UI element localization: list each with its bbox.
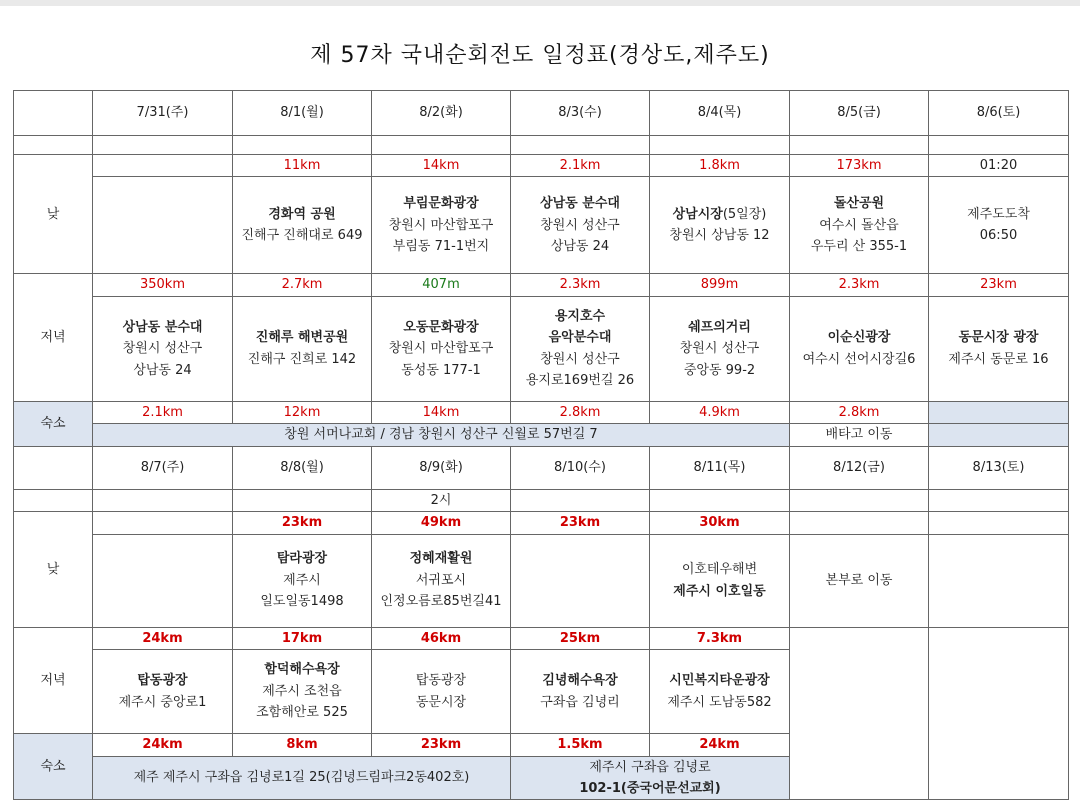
schedule-table xyxy=(13,90,1069,800)
place-cell xyxy=(93,177,233,274)
date-cell: 8/11(목) xyxy=(650,446,790,489)
place-cell: 제주도도착 06:50 xyxy=(929,177,1069,274)
distance-cell: 24km xyxy=(650,734,790,756)
date-cell: 8/10(수) xyxy=(511,446,650,489)
week2-date-row xyxy=(14,446,1069,489)
place-cell: 시민복지타운광장 제주시 도남동582 xyxy=(650,650,790,734)
distance-cell: 24km xyxy=(93,627,233,649)
distance-cell: 2.7km xyxy=(233,274,372,296)
lodging-label: 숙소 xyxy=(14,401,93,446)
date-cell: 7/31(주) xyxy=(93,91,233,136)
distance-cell: 23km xyxy=(233,512,372,534)
week2-day-place-row xyxy=(14,534,1069,627)
place-cell: 김녕해수욕장 구좌읍 김녕리 xyxy=(511,650,650,734)
place-cell: 본부로 이동 xyxy=(790,534,929,627)
distance-cell: 25km xyxy=(511,627,650,649)
distance-cell xyxy=(93,512,233,534)
date-cell: 8/9(화) xyxy=(372,446,511,489)
place-cell: 동문시장 광장 제주시 동문로 16 xyxy=(929,296,1069,401)
distance-cell: 24km xyxy=(93,734,233,756)
lodging-address-2: 제주시 구좌읍 김녕로 102-1(중국어문선교회) xyxy=(511,756,790,800)
corner-cell xyxy=(14,91,93,136)
distance-cell: 407m xyxy=(372,274,511,296)
distance-cell: 14km xyxy=(372,155,511,177)
week1-day-dist-row xyxy=(14,155,1069,177)
date-cell: 8/1(월) xyxy=(233,91,372,136)
place-cell: 이순신광장 여수시 선어시장길6 xyxy=(790,296,929,401)
place-cell: 돌산공원 여수시 돌산읍 우두리 산 355-1 xyxy=(790,177,929,274)
date-cell: 8/12(금) xyxy=(790,446,929,489)
place-cell xyxy=(511,534,650,627)
place-cell: 용지호수 음악분수대 창원시 성산구 용지로169번길 26 xyxy=(511,296,650,401)
week1-day-place-row xyxy=(14,177,1069,274)
distance-cell: 30km xyxy=(650,512,790,534)
place-cell: 정혜재활원 서귀포시 인정오름로85번길41 xyxy=(372,534,511,627)
distance-cell: 14km xyxy=(372,401,511,423)
week1-lodge-row xyxy=(14,424,1069,446)
week1-blank-row xyxy=(14,136,1069,155)
lodging-label: 숙소 xyxy=(14,734,93,800)
date-cell: 8/3(수) xyxy=(511,91,650,136)
distance-cell: 1.8km xyxy=(650,155,790,177)
date-cell: 8/6(토) xyxy=(929,91,1069,136)
distance-cell: 17km xyxy=(233,627,372,649)
place-cell xyxy=(929,534,1069,627)
top-bar xyxy=(0,0,1080,6)
distance-cell: 23km xyxy=(372,734,511,756)
distance-cell: 7.3km xyxy=(650,627,790,649)
date-cell: 8/8(월) xyxy=(233,446,372,489)
distance-cell: 350km xyxy=(93,274,233,296)
place-cell: 탑동광장 제주시 중앙로1 xyxy=(93,650,233,734)
distance-cell: 1.5km xyxy=(511,734,650,756)
place-cell: 경화역 공원 진해구 진해대로 649 xyxy=(233,177,372,274)
place-cell xyxy=(93,534,233,627)
time-note: 2시 xyxy=(372,489,511,511)
place-cell: 탑동광장 동문시장 xyxy=(372,650,511,734)
place-cell: 상남동 분수대 창원시 성산구 상남동 24 xyxy=(511,177,650,274)
lodging-address: 제주 제주시 구좌읍 김녕로1길 25(김녕드림파크2동402호) xyxy=(93,756,511,800)
date-cell: 8/2(화) xyxy=(372,91,511,136)
distance-cell: 2.8km xyxy=(790,401,929,423)
distance-cell: 12km xyxy=(233,401,372,423)
evening-label: 저녁 xyxy=(14,627,93,733)
distance-cell: 2.8km xyxy=(511,401,650,423)
place-cell: 상남동 분수대 창원시 성산구 상남동 24 xyxy=(93,296,233,401)
evening-label: 저녁 xyxy=(14,274,93,401)
week2-day-dist-row xyxy=(14,512,1069,534)
lodging-address: 창원 서머나교회 / 경남 창원시 성산구 신월로 57번길 7 xyxy=(93,424,790,446)
place-cell: 진해루 해변공원 진해구 진희로 142 xyxy=(233,296,372,401)
corner-cell xyxy=(14,446,93,489)
date-cell: 8/5(금) xyxy=(790,91,929,136)
distance-cell xyxy=(929,401,1069,423)
arrival-time-cell: 01:20 xyxy=(929,155,1069,177)
distance-cell xyxy=(93,155,233,177)
week1-lodge-dist-row xyxy=(14,401,1069,423)
distance-cell: 899m xyxy=(650,274,790,296)
distance-cell: 46km xyxy=(372,627,511,649)
date-cell: 8/13(토) xyxy=(929,446,1069,489)
distance-cell: 8km xyxy=(233,734,372,756)
week2-note-row xyxy=(14,489,1069,511)
distance-cell: 23km xyxy=(929,274,1069,296)
distance-cell: 2.1km xyxy=(93,401,233,423)
place-cell: 부림문화광장 창원시 마산합포구 부림동 71-1번지 xyxy=(372,177,511,274)
week1-date-row xyxy=(14,91,1069,136)
date-cell: 8/4(목) xyxy=(650,91,790,136)
day-label: 낮 xyxy=(14,155,93,274)
page-title: 제 57차 국내순회전도 일정표(경상도,제주도) xyxy=(310,43,770,68)
distance-cell: 173km xyxy=(790,155,929,177)
place-cell: 함덕해수욕장 제주시 조천읍 조함해안로 525 xyxy=(233,650,372,734)
week1-eve-place-row xyxy=(14,296,1069,401)
distance-cell: 2.3km xyxy=(790,274,929,296)
lodging-note: 배타고 이동 xyxy=(790,424,929,446)
place-cell: 상남시장(5일장) 창원시 상남동 12 xyxy=(650,177,790,274)
week1-eve-dist-row xyxy=(14,274,1069,296)
place-cell: 이호테우해변 제주시 이호일동 xyxy=(650,534,790,627)
distance-cell: 4.9km xyxy=(650,401,790,423)
distance-cell: 23km xyxy=(511,512,650,534)
distance-cell: 2.3km xyxy=(511,274,650,296)
place-cell: 오동문화광장 창원시 마산합포구 동성동 177-1 xyxy=(372,296,511,401)
distance-cell: 11km xyxy=(233,155,372,177)
place-cell: 쉐프의거리 창원시 성산구 중앙동 99-2 xyxy=(650,296,790,401)
place-cell: 탐라광장 제주시 일도일동1498 xyxy=(233,534,372,627)
distance-cell: 49km xyxy=(372,512,511,534)
day-label: 낮 xyxy=(14,512,93,627)
date-cell: 8/7(주) xyxy=(93,446,233,489)
week2-eve-dist-row xyxy=(14,627,1069,649)
distance-cell: 2.1km xyxy=(511,155,650,177)
